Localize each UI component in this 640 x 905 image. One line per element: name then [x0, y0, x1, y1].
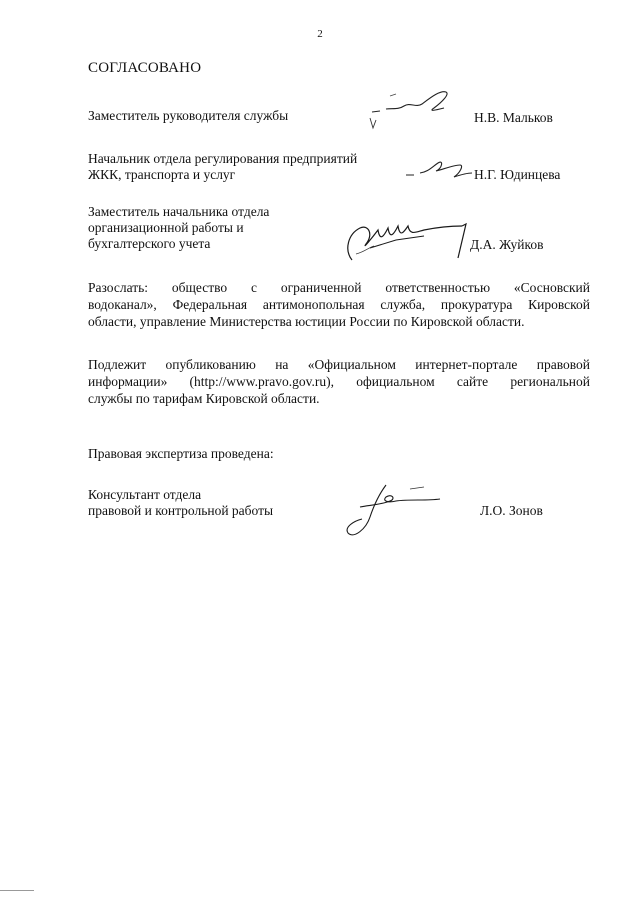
signatory-title-line: бухгалтерского учета: [88, 236, 211, 251]
signatory-title-line: организационной работы и: [88, 220, 244, 235]
signatory-block-3: [88, 204, 588, 260]
publication-line: службы по тарифам Кировской области.: [88, 391, 320, 406]
signatory-block-1: [88, 108, 588, 138]
signatory-name: Д.А. Жуйков: [470, 237, 544, 252]
publication-line: информации» (http://www.pravo.gov.ru), официальном сайте региональной: [88, 374, 590, 389]
signatory-name: Л.О. Зонов: [480, 503, 543, 518]
signatory-title-line: Консультант отдела: [88, 487, 202, 502]
signature-icon: [350, 88, 470, 134]
signatory-title-line: Начальник отдела регулирования предприятий: [88, 151, 358, 166]
distribution-line: Разослать: общество с ограниченной ответственностью «Сосновский: [88, 280, 590, 295]
signatory-title: [88, 151, 408, 183]
signature-icon: [398, 153, 478, 187]
signatory-title-line: Заместитель руководителя службы: [88, 108, 289, 123]
signatory-title-line: правовой и контрольной работы: [88, 503, 274, 518]
approval-heading: СОГЛАСОВАНО: [88, 60, 202, 76]
distribution-line: области, управление Министерства юстиции России по Кировской области.: [88, 314, 525, 329]
signatory-title-line: ЖКК, транспорта и услуг: [88, 167, 236, 182]
legal-review-signatory: [88, 487, 588, 537]
signature-icon: [334, 214, 484, 264]
publication-line: Подлежит опубликованию на «Официальном интернет-портале правовой: [88, 357, 590, 372]
signatory-title-line: Заместитель начальника отдела: [88, 204, 270, 219]
margin-mark: [0, 890, 34, 891]
distribution-line: водоканал», Федеральная антимонопольная служба, прокуратура Кировской: [88, 297, 590, 312]
legal-review-heading: Правовая экспертиза проведена:: [88, 446, 274, 461]
distribution-paragraph: [88, 279, 590, 330]
signatory-name: Н.В. Мальков: [474, 110, 553, 125]
page-number: 2: [317, 28, 323, 40]
publication-paragraph: [88, 356, 590, 407]
signature-icon: [340, 479, 450, 543]
signatory-block-2: [88, 151, 588, 185]
signatory-name: Н.Г. Юдинцева: [474, 167, 561, 182]
